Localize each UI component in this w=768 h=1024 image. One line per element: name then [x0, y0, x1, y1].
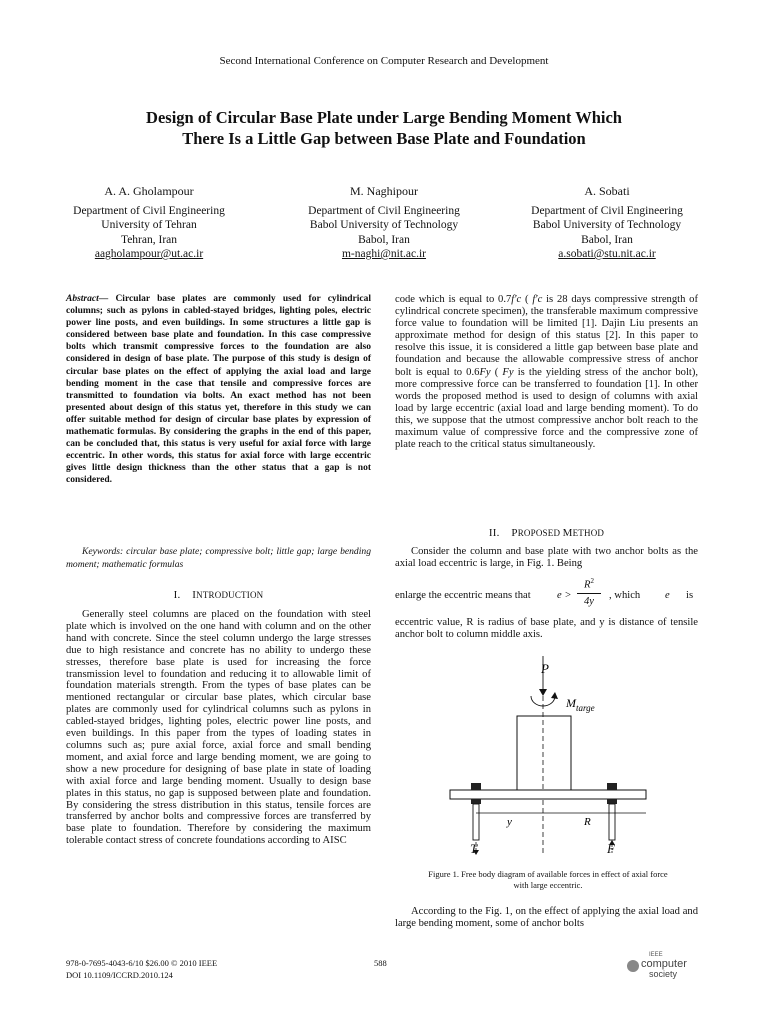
anchor-bolt-tension [473, 804, 479, 840]
right-paragraph-1: code which is equal to 0.7f′c ( f′c is 28 days compressive strength of cylindrical concrete specimen), the transferable maximum compressive force value to foundation will be limited [1]. Dajin Liu presents an approximate method for design of this status [2]. In this paper to resolve this issue, it is considered a little gap between base plate and foundation and because the allowable compressive stress of anchor bolt is equal to 0.6Fy ( Fy is the yielding stress of the anchor bolt), more compressive force can be transferred to foundation [1]. In other words the proposed method is used to design of columns with axial load by large eccentric (axial load and large bending moment). To do this, we suppose that the utmost compressive anchor bolt reach to the maximum value of compressive force and the compressive zone of plate reach to the critical status simultaneously. [395, 294, 699, 451]
author-inst: University of Tehran [101, 219, 197, 231]
section-heading-introduction: I. INTRODUCTION [173, 589, 264, 601]
author-email[interactable]: a.sobati@stu.nit.ac.ir [558, 248, 656, 260]
moment-arrowhead [551, 692, 558, 699]
label-F: F [607, 841, 615, 856]
author-name: M. Naghipour [350, 184, 418, 198]
anchor-bolt-compression [609, 804, 615, 840]
eccentric-formula-line: enlarge the eccentric means that e > $R^2$ 4y , which e is [395, 577, 694, 607]
author-1 [34, 184, 264, 262]
base-plate [450, 790, 646, 799]
author-name: A. Sobati [584, 184, 630, 198]
after-figure-paragraph: According to the Fig. 1, on the effect of applying the axial load and large bending moment, some of anchor bolts [395, 906, 698, 930]
author-inst: Babol University of Technology [532, 219, 682, 231]
abstract-label: Abstract— [66, 294, 109, 304]
author-dept: Department of Civil Engineering [531, 204, 683, 217]
method-paragraph-1a: Consider the column and base plate with two anchor bolts as the axial load eccentric is large, in Fig. 1. Being [395, 546, 698, 570]
label-P: P [541, 661, 549, 676]
abstract-text: Circular base plates are commonly used for cylindrical columns; such as pylons in cabled-stayed bridges, lighting poles, electric power line posts, and even buildings. In some structures a little gap is considered between base plate and foundation. In this case compressive bolts which transmit compressive forces to the foundation are also considered in design of base plate. The purpose of this study is design of circular base plates on the effect of applying the axial load and large bending moment in the case that tensile and compressive forces are transmitted to foundation via bolts. An exact method has not been presented about design of this status yet, therefore in this study we can offer suitable method for design of circular base plates by expression of mathematic formulas. By considering the graphs in the end of this paper, can be concluded that, this status is very useful for axial force with large eccentric. In other words, this status for axial force with large eccentric gives little design thickness than the other status that a gap is not considered. [66, 294, 371, 486]
nut-right-top [607, 783, 617, 790]
author-2 [269, 184, 499, 262]
label-M: $M_{targe}$ [566, 696, 595, 713]
nut-left-bottom [471, 799, 481, 804]
label-y: y [507, 816, 512, 828]
ieee-computer-society-logo: IEEE computer society [627, 954, 697, 980]
fraction-bar [577, 593, 601, 594]
column [517, 716, 571, 790]
author-loc: Babol, Iran [358, 233, 410, 246]
nut-right-bottom [607, 799, 617, 804]
label-T: T [470, 841, 478, 856]
author-inst: Babol University of Technology [309, 219, 459, 231]
footer-isbn: 978-0-7695-4043-6/10 $26.00 © 2010 IEEE [66, 958, 218, 968]
conference-header: Second International Conference on Computer Research and Development [219, 55, 549, 67]
axial-load-arrowhead [539, 689, 547, 696]
method-paragraph-1b: eccentric value, R is radius of base plate, and y is distance of tensile anchor bolt to column middle axis. [395, 617, 698, 641]
figure-1-free-body-diagram [400, 656, 700, 856]
formula-numerator: $R^2$ [584, 577, 594, 591]
author-name: A. A. Gholampour [104, 184, 194, 198]
author-3 [492, 184, 722, 262]
author-dept: Department of Civil Engineering [308, 204, 460, 217]
page-number: 588 [374, 958, 387, 968]
introduction-text: Generally steel columns are placed on the foundation with steel plate which is involved on the one hand with column and on the other hand with concrete. Since the steel column undergo the large stresses due to high resistance and concrete has no ability to undergo these stresses, therefore base plate is used for increasing the force transmission level to foundation and reducing it to allowable limit of foundation materials strength. From the types of base plates can be mentioned rectangular or circular base plates, which circular base plates are commonly used for cylindrical columns such as pylons in cabled-stayed bridges, lighting poles, electric power line posts, and even buildings. In this paper from the types of loading states in columns such as; pure axial force, axial force and small bending moment, and axial force and large bending moment, we are going to show a new procedure for designing of base plate in state of loading with axial force and large bending moment. Usually to design base plates in this status, no gap is supposed between plate and foundation. By considering the stress distribution in this status, tensile forces are transferred by anchor bolts and compressive forces are transferred by base plate to foundation. Therefore by considering the maximum tolerable contact stress of concrete foundations according to AISC [66, 609, 371, 847]
title-line-2: There Is a Little Gap between Base Plate and Foundation [182, 129, 586, 148]
author-email[interactable]: m-naghi@nit.ac.ir [341, 248, 427, 260]
paper-title [60, 107, 708, 149]
author-dept: Department of Civil Engineering [73, 204, 225, 217]
nut-left-top [471, 783, 481, 790]
abstract [66, 293, 371, 487]
logo-globe-icon [627, 960, 639, 972]
title-line-1: Design of Circular Base Plate under Large Bending Moment Which [146, 108, 622, 127]
section-heading-proposed-method: II. PROPOSED METHOD [488, 527, 605, 539]
keywords: Keywords: circular base plate; compressive bolt; little gap; large bending moment; mathematic formulas [66, 546, 371, 570]
footer-doi: DOI 10.1109/ICCRD.2010.124 [66, 970, 173, 980]
figure-1-caption: Figure 1. Free body diagram of available forces in effect of axial force with large eccentric. [428, 869, 668, 890]
author-loc: Babol, Iran [581, 233, 633, 246]
author-email[interactable]: aagholampour@ut.ac.ir [94, 248, 204, 260]
formula-denominator: 4y [584, 596, 594, 607]
label-R: R [584, 816, 591, 828]
author-loc: Tehran, Iran [120, 233, 178, 246]
